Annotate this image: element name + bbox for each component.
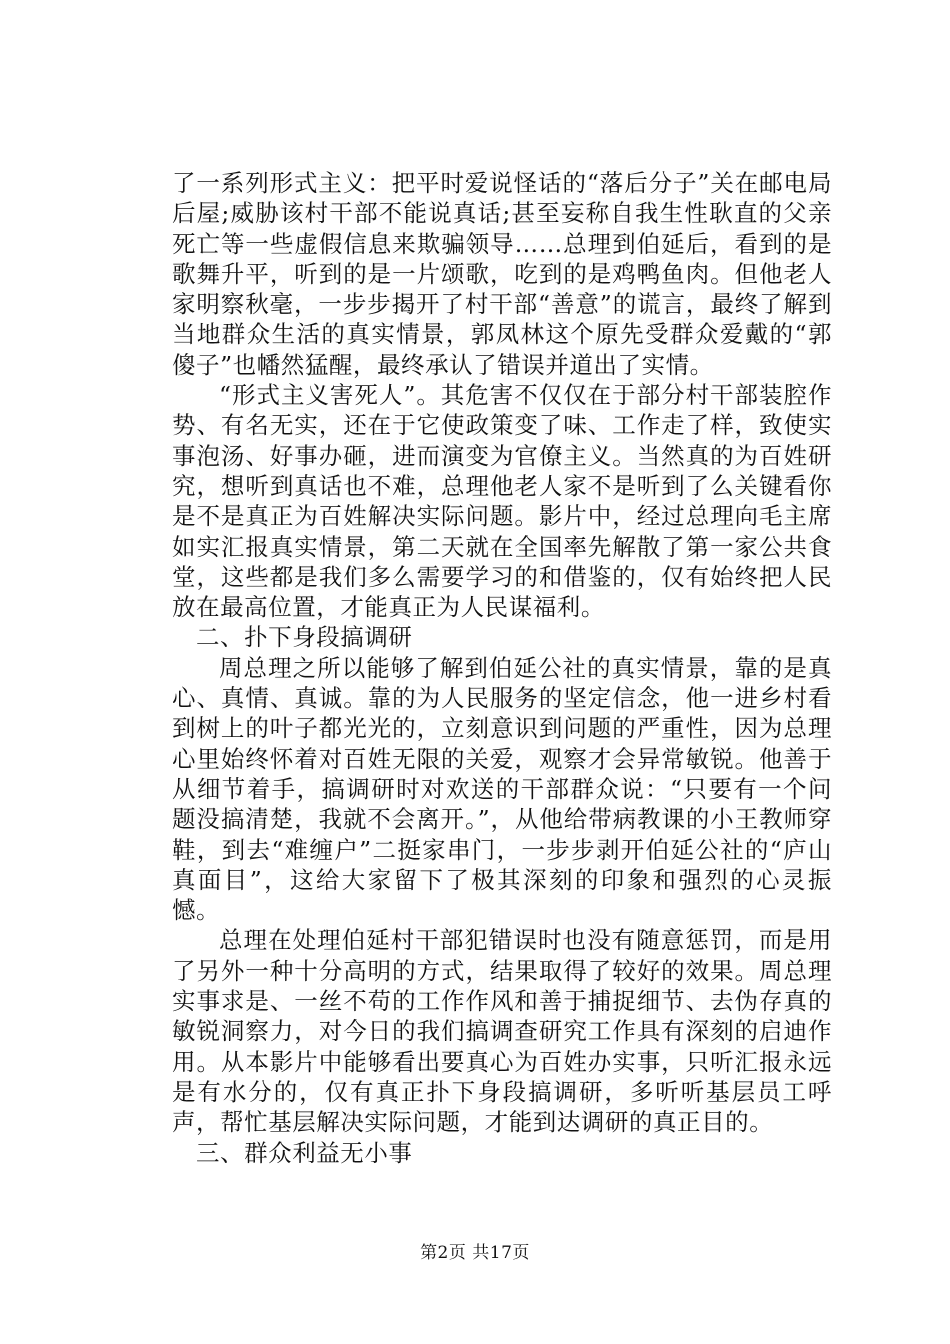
section-heading-2: 二、扑下身段搞调研 [196,623,413,652]
paragraph-continuation: 了一系列形式主义：把平时爱说怪话的“落后分子”关在邮电局后屋;威胁该村干部不能说真话;甚至妄称自我生性耿直的父亲死亡等一些虚假信息来欺骗领导……总理到伯延后，看到的是歌舞升平，听到的是一片颂歌，吃到的是鸡鸭鱼肉。但他老人家明察秋毫，一步步揭开了村干部“善意”的谎言，最终了解到当地群众生活的真实情景，郭凤林这个原先受群众爱戴的“郭傻子”也幡然猛醒，最终承认了错误并道出了实情。 [172,169,832,379]
paragraph-research-1: 周总理之所以能够了解到伯延公社的真实情景，靠的是真心、真情、真诚。靠的为人民服务的坚定信念，他一进乡村看到树上的叶子都光光的，立刻意识到问题的严重性，因为总理心里始终怀着对百姓无限的关爱，观察才会异常敏锐。他善于从细节着手，搞调研时对欢送的干部群众说：“只要有一个问题没搞清楚，我就不会离开。”，从他给带病教课的小王教师穿鞋，到去“难缠户”二挺家串门，一步步剥开伯延公社的“庐山真面目”，这给大家留下了极其深刻的印象和强烈的心灵振憾。 [172,653,832,925]
paragraph-formalism: “形式主义害死人”。其危害不仅仅在于部分村干部装腔作势、有名无实，还在于它使政策变了味、工作走了样，致使实事泡汤、好事办砸，进而演变为官僚主义。当然真的为百姓研究，想听到真话也不难，总理他老人家不是听到了么关键看你是不是真正为百姓解决实际问题。影片中，经过总理向毛主席如实汇报真实情景，第二天就在全国率先解散了第一家公共食堂，这些都是我们多么需要学习的和借鉴的，仅有始终把人民放在最高位置，才能真正为人民谋福利。 [172,381,832,622]
paragraph-research-2: 总理在处理伯延村干部犯错误时也没有随意惩罚，而是用了另外一种十分高明的方式，结果取得了较好的效果。周总理实事求是、一丝不苟的工作作风和善于捕捉细节、去伪存真的敏锐洞察力，对今日的我们搞调查研究工作具有深刻的启迪作用。从本影片中能够看出要真心为百姓办实事，只听汇报永远是有水分的，仅有真正扑下身段搞调研，多听听基层员工呼声，帮忙基层解决实际问题，才能到达调研的真正目的。 [172,926,832,1137]
document-body [172,168,832,1168]
page-number-footer: 第2页 共17页 [420,1243,530,1263]
section-heading-3: 三、群众利益无小事 [196,1138,413,1167]
